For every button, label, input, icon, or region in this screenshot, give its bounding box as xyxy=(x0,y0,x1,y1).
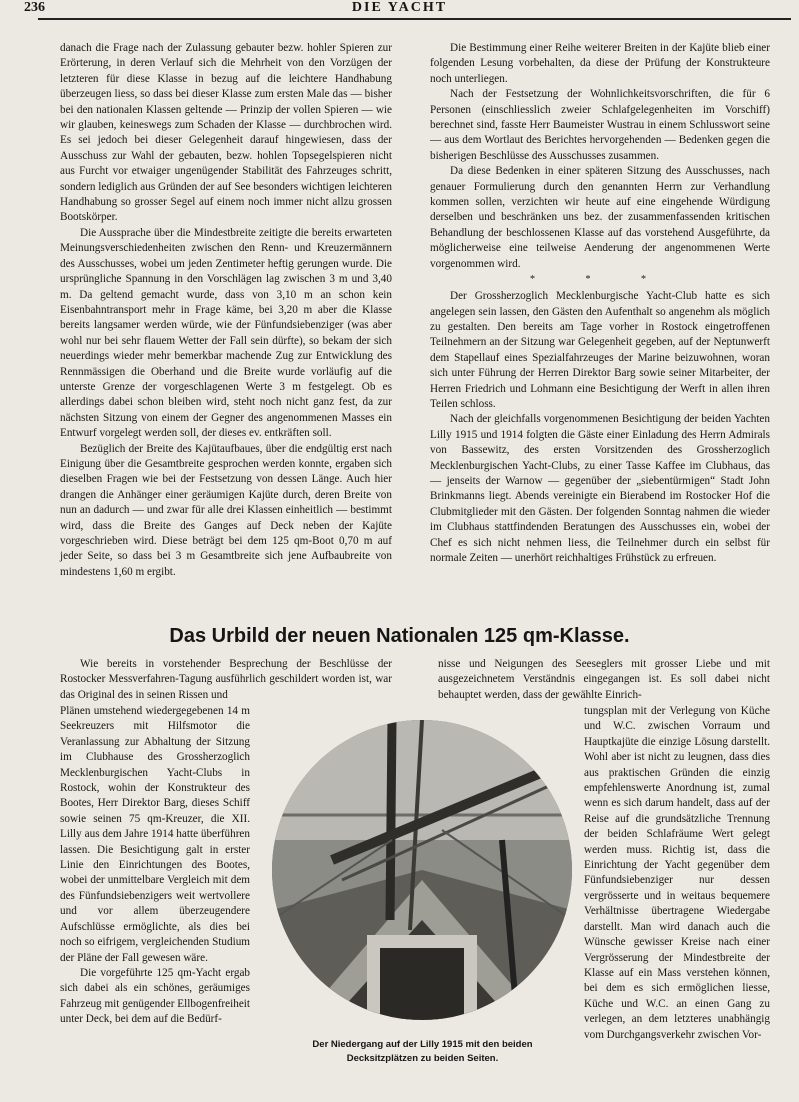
right-column xyxy=(430,41,770,566)
paragraph: danach die Frage nach der Zulassung gebauter bezw. hohler Spieren zur Erörterung, in deren Verlauf sich die Mehrheit von den Vorzügen der letzteren für diese Klasse in bezug auf die leichtere Handhabung überzeugen liess, so dass bei dieser Klasse zum ersten Male das — bisher bei den nationalen Klassen geltende — Prinzip der vollen Spieren — wie wir glauben, keineswegs zum Schaden der Klasse — durchbrochen wird. Es sei jedoch bei dieser Gelegenheit darauf hingewiesen, dass der Ausschuss zur Wahl der gebauten, bezw. hohlen Topsegelspieren nicht aus Furcht vor etwaiger ungenügender Stabilität des Fahrzeuges schritt, sondern lediglich aus Gründen der auf See besonders wichtigen leichteren Handhabung so grosser Segel auf einem noch immer nicht allzu grossen Bootskörper. xyxy=(60,42,392,224)
article-right-column xyxy=(584,704,770,1043)
paragraph: Nach der Festsetzung der Wohnlichkeitsvorschriften, die für 6 Personen (einschliesslich zweier Schlafgelegenheiten im Vorschiff) berechnet sind, fasste Herr Baumeister Wustrau in einem Schlusswort seine — aus dem Wortlaut des Berichtes hervorgehenden — Bedenken gegen die bisherigen Beschlüsse des Ausschusses zusammen. xyxy=(430,88,770,162)
caption-line: Der Niedergang auf der Lilly 1915 mit den beiden xyxy=(312,1039,533,1050)
intro-left: Wie bereits in vorstehender Besprechung der Beschlüsse der Rostocker Messverfahren-Tagung ausführlich geschildert worden ist, war das Original des in seinen Rissen und xyxy=(60,658,392,701)
left-column xyxy=(60,41,392,580)
paragraph: Die Aussprache über die Mindestbreite zeitigte die bereits erwarteten Meinungsverschiedenheiten zwischen den Renn- und Kreuzermännern des Ausschusses, wobei um jeden Zentimeter heftig gerungen wurde. Die ursprüngliche Spannung in den Vorschlägen lag zwischen 3 m und 3,40 m. Da geltend gemacht wurde, dass von 3,10 m an schon kein Eisenbahntransport mehr in Frage käme, bei 3,20 m aber die Klasse bereits langsamer werden würde, wie der Fünfundsiebenziger (was aber wohl nur bei sehr flauem Wetter der Fall sein dürfte), so bekam der sich neuerdings wieder mehr bemerkbar machende Zug zur Entwicklung des Rennmässigen die Oberhand und die Breite wurde vorläufig auf die unterste Grenze der vorgeschlagenen Werte 3 m festgelegt. Ob es allerdings dabei schon bleiben wird, steht noch nicht ganz fest, da zur nächsten Sitzung von einem der Gegner des angenommenen Masses ein Entwurf vorgelegt werden soll, der dieses ev. entkräften soll. xyxy=(60,226,392,440)
article-headline: Das Urbild der neuen Nationalen 125 qm-Klasse. xyxy=(169,625,630,647)
article-intro xyxy=(60,657,770,703)
paragraph: Die vorgeführte 125 qm-Yacht ergab sich dabei als ein schönes, geräumiges Fahrzeug mit genügender Ellbogenfreiheit unter Deck, bei dem auf die Bedürf- xyxy=(60,966,250,1026)
paragraph: Bezüglich der Breite des Kajütaufbaues, über die endgültig erst nach Einigung über die Gesamtbreite gesprochen werden konnte, ergaben sich dieselben Fragen wie bei der Festsetzung von dessen Länge. Auch hier drangen die Anhänger einer geräumigen Kajüte durch, deren Breite von nun an dadurch — und zwar für alle drei Klassen einheitlich — bestimmt wird, dass die Breite des Ganges auf Deck neben der Kajüte vorgeschrieben wird. Diese beträgt bei dem 125 qm-Boot 0,70 m auf jeder Seite, so dass bei 3 m Gesamtbreite sich jene Aufbaubreite von mindestens 1,60 m ergibt. xyxy=(60,442,392,578)
paragraph: Der Grossherzoglich Mecklenburgische Yacht-Club hatte es sich angelegen sein lassen, den Gästen den Aufenthalt so angenehm als möglich zu gestalten. Den bereits am Tage vorher in Rostock eingetroffenen Teilnehmern an der Sitzung war Gelegenheit gegeben, auf der Neptunwerft dem Stapellauf eines Spezialfahrzeuges der Marine beizuwohnen, woran sich unter Führung der Herren Direktor Barg sowie seiner Mitarbeiter, der Herren Friedrich und Lohmann eine Besichtigung der Werft in allen ihren Teilen schloss. xyxy=(430,290,770,410)
header-rule xyxy=(38,18,791,20)
intro-right: nisse und Neigungen des Seeseglers mit grosser Liebe und mit ausgezeichnetem Verständnis eingegangen ist. Es soll dabei nicht behauptet werden, dass der gewählte Einrich- xyxy=(438,658,770,701)
running-title: DIE YACHT xyxy=(351,0,448,15)
caption-line: Decksitzplätzen zu beiden Seiten. xyxy=(346,1053,499,1064)
section-stars: * * * xyxy=(530,274,670,286)
paragraph: Die Bestimmung einer Reihe weiterer Breiten in der Kajüte blieb einer folgenden Lesung vorbehalten, da diese der Prüfung der Konstrukteure noch unterliegen. xyxy=(430,42,770,85)
paragraph: Plänen umstehend wiedergegebenen 14 m Seekreuzers mit Hilfsmotor die Veranlassung zur Abhaltung der Sitzung im Clubhause des Grossherzoglich Mecklenburgischen Yacht-Clubs in Rostock, wohin der Konstrukteur des Bootes, Herr Direktor Barg, dieses Schiff sowie seinen 75 qm-Kreuzer, die XII. Lilly aus dem Jahre 1914 hatte überführen lassen. Die Besichtigung galt in erster Linie den Einrichtungen des Bootes, wobei der unmittelbare Vergleich mit dem des Fünfundsiebenzigers weit wertvollere und vor allem überzeugendere Aufschlüsse ermöglichte, als dies bei noch so eifrigem, vergleichenden Studium der Pläne der Fall gewesen wäre. xyxy=(60,705,250,964)
photo-caption xyxy=(270,1038,575,1066)
page-number: 236 xyxy=(24,0,45,15)
article-left-column xyxy=(60,704,250,1028)
yacht-companionway-photo xyxy=(272,720,572,1020)
paragraph: tungsplan mit der Verlegung von Küche und W.C. zwischen Vorraum und Hauptkajüte die einzige Lösung darstellt. Wohl aber ist nicht zu leugnen, dass dies aus praktischen Gründen die einzig empfehlenswerte Anordnung ist, zumal wenn es sich darum handelt, dass auf der Reise auf die grundsätzliche Trennung der beiden Schlafräume Wert gelegt werden muss. Richtig ist, dass die Einrichtung der Yacht gegenüber dem Fünfundsiebenziger nur dessen vergrösserte und in weitaus bequemere Verhältnisse übertragene Wiedergabe darstellt. Man wird danach auch die Wünsche gewisser Kreise nach einer Vergrösserung der Mindestbreite der Klasse auf ein Mass verstehen können, bei dem es sich ermöglichen liesse, Küche und W.C. an einen Gang zu verlegen, an dem letzteres unabhängig vom Durchgangsverkehr zwischen Vor- xyxy=(584,705,770,1041)
paragraph: Da diese Bedenken in einer späteren Sitzung des Ausschusses, nach genauer Formulierung durch den genannten Herrn zur Verhandlung kommen sollen, verzichten wir heute auf eine eingehende Würdigung derselben und beschränken uns bez. der zusammenfassenden kritischen Behandlung der beschlossenen Klasse auf das vorstehend Ausgeführte, da möglicherweise eine teilweise Aenderung der angenommenen Werte vorgenommen wird. xyxy=(430,165,770,270)
paragraph: Nach der gleichfalls vorgenommenen Besichtigung der beiden Yachten Lilly 1915 und 1914 folgten die Gäste einer Einladung des Herrn Admirals von Bassewitz, des ersten Vorsitzenden des Grossherzoglich Mecklenburgischen Yacht-Clubs, zu einer Tasse Kaffee im Clubhaus, das — jenseits der Warnow — gegenüber der „siebentürmigen“ Stadt John Brinkmanns liegt. Abends vereinigte ein Bierabend im Rostocker Hof die Clubmitglieder mit den Gästen. Der folgenden Sonntag nahmen die wieder im Clubhaus stattfindenden Beratungen des Ausschusses ein, wobei der Chef es sich nicht nehmen liess, die Teilnehmer durch ein selbst für normale Zeiten — unerhört reichhaltiges Frühstück zu erfreuen. xyxy=(430,413,770,564)
